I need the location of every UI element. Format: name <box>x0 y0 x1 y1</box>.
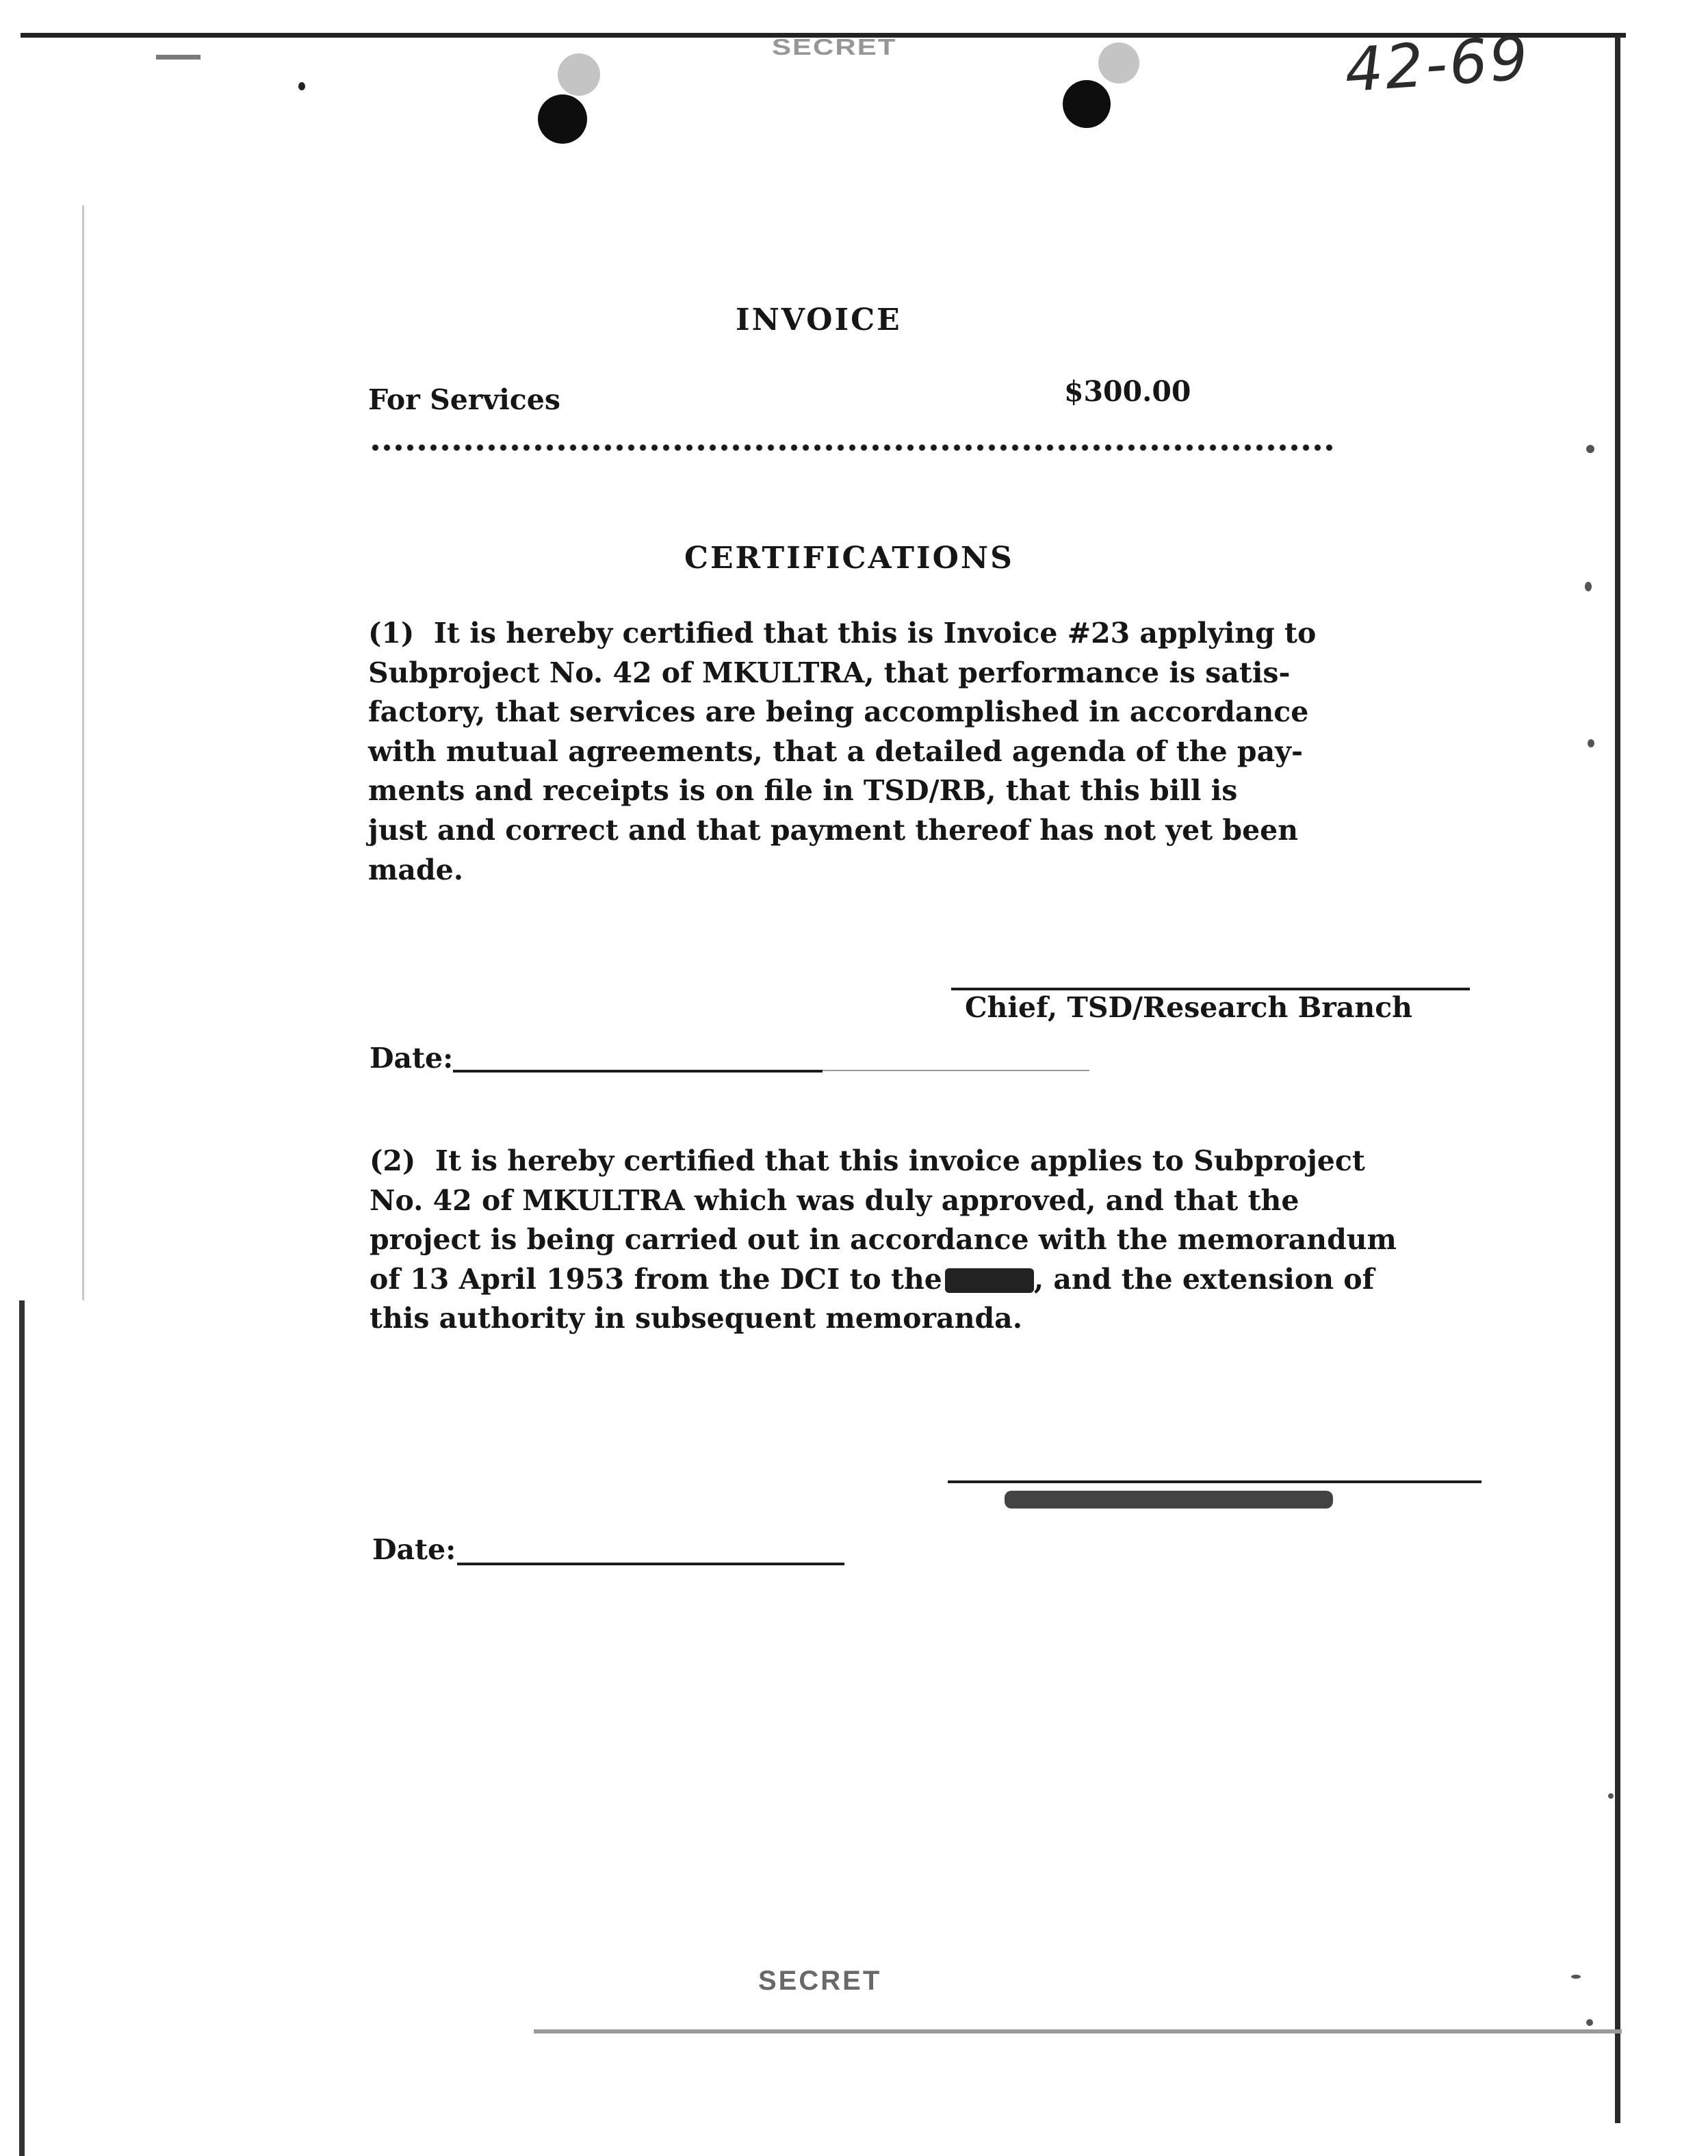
scan-speck <box>1586 2019 1593 2026</box>
classification-stamp-bottom: SECRET <box>758 1966 882 1996</box>
certification-2-line-4-start: of 13 April 1953 from the DCI to the <box>370 1262 942 1296</box>
dotted-separator <box>370 444 1336 452</box>
punch-hole <box>538 94 587 144</box>
certification-1-line: with mutual agreements, that a detailed agenda of the pay- <box>368 734 1303 768</box>
invoice-amount: $300.00 <box>1064 375 1191 408</box>
signature-1-title: Chief, TSD/Research Branch <box>965 991 1412 1024</box>
scan-left-faint-edge <box>82 205 84 1300</box>
date-1-line-faint <box>823 1070 1089 1071</box>
scan-artifact-mark <box>156 55 200 60</box>
certification-1 <box>368 614 1316 890</box>
scan-right-edge <box>1615 36 1620 2123</box>
scan-left-edge <box>19 1300 25 2156</box>
certification-2-line: (2) It is hereby certified that this invoice applies to Subproject <box>370 1144 1365 1177</box>
scan-speck <box>1571 1975 1581 1979</box>
certification-2-line: project is being carried out in accordance with the memorandum <box>370 1223 1397 1257</box>
certification-1-line: factory, that services are being accomplished in accordance <box>368 695 1309 729</box>
certification-2-line: this authority in subsequent memoranda. <box>370 1302 1023 1335</box>
scan-speck <box>1608 1793 1614 1799</box>
punch-hole-shadow <box>558 53 600 96</box>
invoice-item-label: For Services <box>368 383 560 416</box>
certification-1-line: Subproject No. 42 of MKULTRA, that performance is satis- <box>368 656 1291 689</box>
date-2-line <box>457 1563 844 1565</box>
date-1-label: Date: <box>370 1042 454 1075</box>
certifications-title: CERTIFICATIONS <box>684 541 1014 576</box>
scan-speck <box>1586 445 1594 453</box>
scan-bottom-edge <box>534 2029 1622 2033</box>
certification-1-line: made. <box>368 853 463 886</box>
handwritten-file-number: 42-69 <box>1342 22 1532 106</box>
certification-2 <box>370 1142 1397 1339</box>
scan-speck <box>1588 739 1594 747</box>
certification-1-line: (1) It is hereby certified that this is Invoice #23 applying to <box>368 617 1317 650</box>
date-1-line <box>453 1070 823 1073</box>
punch-hole-shadow <box>1098 42 1139 84</box>
certification-2-line: No. 42 of MKULTRA which was duly approved, and that the <box>370 1183 1299 1217</box>
scan-artifact-dot <box>298 82 305 90</box>
certification-1-line: ments and receipts is on file in TSD/RB, that this bill is <box>368 774 1238 808</box>
redacted-signature <box>1005 1491 1333 1509</box>
certification-2-line-4-end: , and the extension of <box>1033 1262 1375 1296</box>
scan-speck <box>1585 582 1592 591</box>
signature-line-1 <box>951 988 1470 990</box>
certification-1-line: just and correct and that payment thereof has not yet been <box>368 813 1299 847</box>
punch-hole <box>1063 80 1111 128</box>
certification-2-line-4 <box>370 1260 1397 1300</box>
date-2-label: Date: <box>372 1533 456 1566</box>
signature-line-2 <box>948 1480 1481 1483</box>
redaction-block <box>945 1268 1034 1293</box>
invoice-title: INVOICE <box>736 303 902 337</box>
classification-stamp-top: SECRET <box>772 34 897 60</box>
